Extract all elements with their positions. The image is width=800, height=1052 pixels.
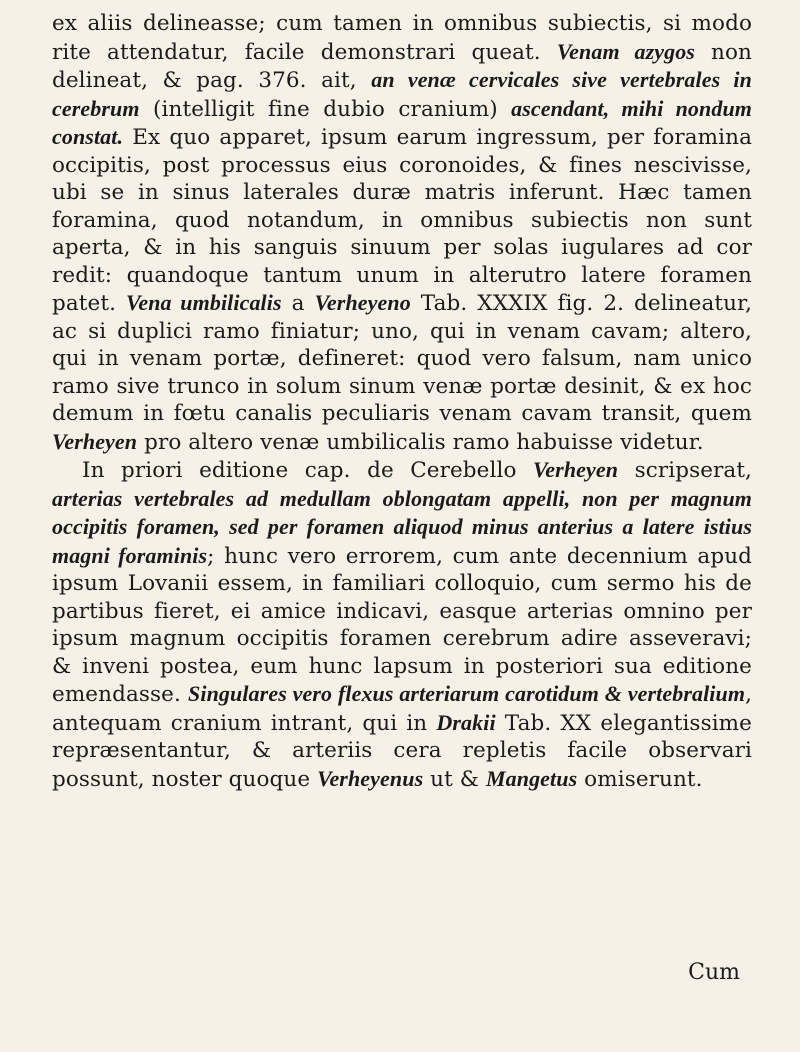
italic-run: Verheyen — [532, 457, 619, 482]
text-run: Tab. XX elegantissime repræsentantur, & arteriis cera repletis facile observari possunt, noster quoque — [52, 710, 752, 792]
text-run: Tab. XXXIX fig. 2. delineatur, ac si duplici ramo finiatur; uno, qui in venam cavam; altero, qui in venam portæ, defineret: quod vero falsum, nam unico ramo sive trunco in solum sinum venæ portæ desinit, & ex hoc demum in fœtu canalis peculiaris venam cavam transit, quem — [52, 291, 752, 426]
catchword: Cum — [688, 960, 740, 985]
italic-run: arterias vertebrales ad medullam oblongatam appelli, non per magnum occipitis foramen, sed per foramen aliquod minus anterius a latere istius magni foraminis — [52, 485, 752, 568]
text-run: omiserunt. — [577, 766, 703, 792]
italic-run: ascendant, mihi nondum constat. — [52, 95, 752, 149]
italic-run: Singulares vero flexus arteriarum carotidum & vertebralium — [188, 681, 746, 706]
text-run: In priori editione cap. de Cerebello — [82, 458, 533, 483]
text-run: (intelligit fine dubio cranium) — [139, 96, 512, 122]
italic-run: Verheyeno — [314, 290, 411, 315]
italic-run: Drakii — [436, 709, 496, 735]
italic-run: Verheyen — [52, 428, 138, 454]
text-run: ex aliis delineasse; cum tamen in omnibus subiectis, si modo rite attendatur, facile demonstrari queat. — [52, 11, 752, 65]
italic-run: Vena umbilicalis — [126, 290, 282, 315]
body-text — [52, 10, 752, 793]
text-run: ; hunc vero errorem, cum ante decennium apud ipsum Lovanii essem, in familiari colloquio, cum sermo his de partibus fieret, ei amice indicavi, easque arterias omnino per ipsum magnum occipitis foramen cerebrum adire asseveravi; & inveni postea, eum hunc lapsum in posteriori sua editione emendasse. — [52, 543, 752, 707]
text-run: , antequam cranium intrant, qui in — [52, 682, 753, 736]
italic-run: Venam azygos — [556, 38, 695, 64]
paragraph-2 — [52, 456, 752, 793]
paragraph-1 — [52, 10, 752, 456]
text-run: Ex quo apparet, ipsum earum ingressum, per foramina occipitis, post processus eius coronoides, & fines nescivisse, ubi se in sinus laterales duræ matris inferunt. Hæc tamen foramina, quod notandum, in omnibus subiectis non sunt aperta, & in his sanguis sinuum per solas iugulares ad cor redit: quandoque tantum unum in alterutro latere foramen patet. — [52, 125, 752, 316]
italic-run: an venæ cervicales sive vertebrales in cerebrum — [52, 67, 752, 121]
italic-run: Verheyenus — [317, 765, 424, 791]
text-run: ut & — [423, 766, 486, 792]
text-run: non delineat, & pag. 376. ait, — [52, 39, 752, 93]
italic-run: Mangetus — [485, 765, 578, 791]
text-run: pro altero venæ umbilicalis ramo habuisse videtur. — [137, 429, 704, 455]
text-run: scripserat, — [618, 458, 752, 483]
text-run: a — [281, 291, 315, 316]
